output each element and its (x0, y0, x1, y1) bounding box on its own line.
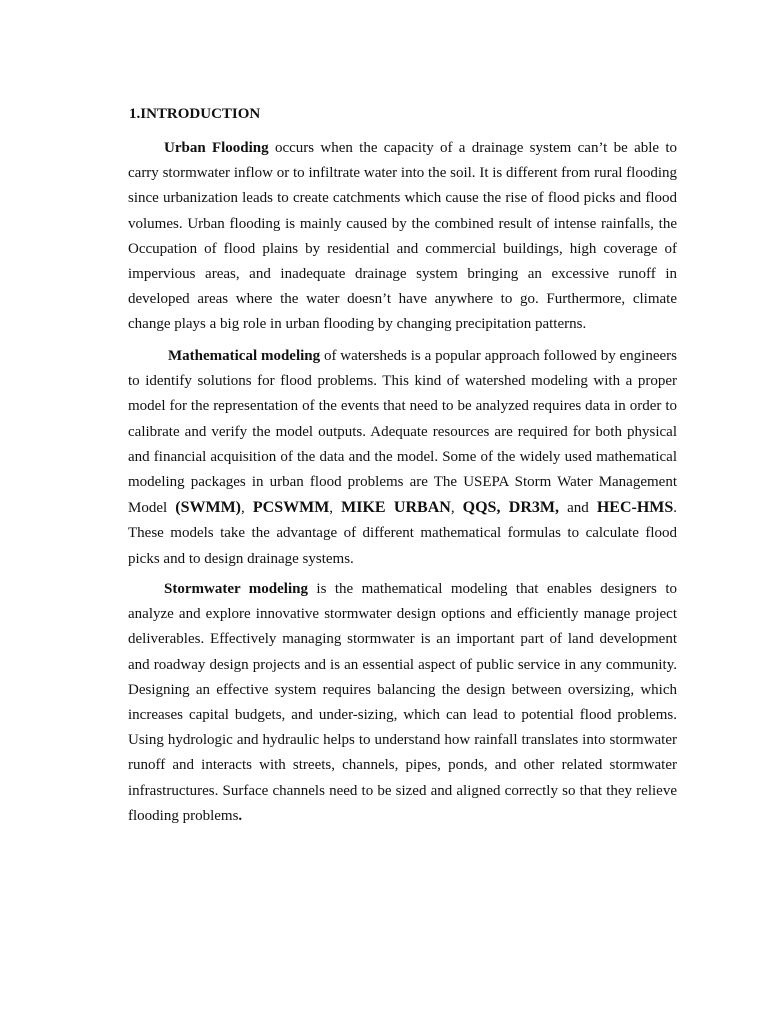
term-urban-flooding: Urban Flooding (164, 140, 269, 156)
paragraph-mathematical-modeling (128, 344, 677, 572)
term-mathematical-modeling: Mathematical modeling (168, 348, 321, 364)
paragraph-end-period: . (238, 807, 243, 824)
paragraph-stormwater-modeling (128, 577, 677, 829)
paragraph-text: of watersheds is a popular approach followed by engineers to identify solutions for flood problems. This kind of watershed modeling with a proper model for the representation of the events that need to be analyzed requires data in order to calibrate and verify the model outputs. Adequate resources are required for both physical and financial acquisition of the data and the model. Some of the widely used mathematical modeling packages in urban flood problems are The USEPA Storm Water Management Model (128, 348, 677, 517)
paragraph-text: is the mathematical modeling that enables designers to analyze and explore innovative stormwater design options and efficiently manage project deliverables. Effectively managing stormwater is an important part of land development and roadway design projects and is an essential aspect of public service in any community. Designing an effective system requires balancing the design between oversizing, which increases capital budgets, and under-sizing, which can lead to potential flood problems. Using hydrologic and hydraulic helps to understand how rainfall translates into stormwater runoff and interacts with streets, channels, pipes, ponds, and other related stormwater infrastructures. Surface channels need to be sized and aligned correctly so that they relieve flooding problems (128, 581, 677, 824)
separator: , (450, 500, 463, 517)
term-mike-urban: MIKE URBAN (341, 499, 451, 517)
separator: , (241, 500, 253, 517)
paragraph-text: occurs when the capacity of a drainage system can’t be able to carry stormwater inflow or to infiltrate water into the soil. It is different from rural flooding since urbanization leads to create catchments which cause the rise of flood picks and flood volumes. Urban flooding is mainly caused by the combined result of intense rainfalls, the Occupation of flood plains by residential and commercial buildings, high coverage of impervious areas, and inadequate drainage system bringing an excessive runoff in developed areas where the water doesn’t have anywhere to go. Furthermore, climate change plays a big role in urban flooding by changing precipitation patterns. (128, 140, 678, 333)
section-heading: 1.INTRODUCTION (129, 106, 261, 122)
term-stormwater-modeling: Stormwater modeling (164, 581, 308, 597)
paragraph-urban-flooding (128, 136, 677, 338)
term-swmm: (SWMM) (175, 499, 242, 517)
term-qqs-dr3m: QQS, DR3M, (462, 499, 559, 517)
separator: and (559, 500, 597, 517)
term-pcswmm: PCSWMM (252, 499, 330, 517)
term-hec-hms: HEC-HMS (596, 499, 674, 517)
paragraph-text: . These models take the advantage of different mathematical formulas to calculate flood picks and to design drainage systems. (128, 500, 678, 567)
separator: , (329, 500, 342, 517)
